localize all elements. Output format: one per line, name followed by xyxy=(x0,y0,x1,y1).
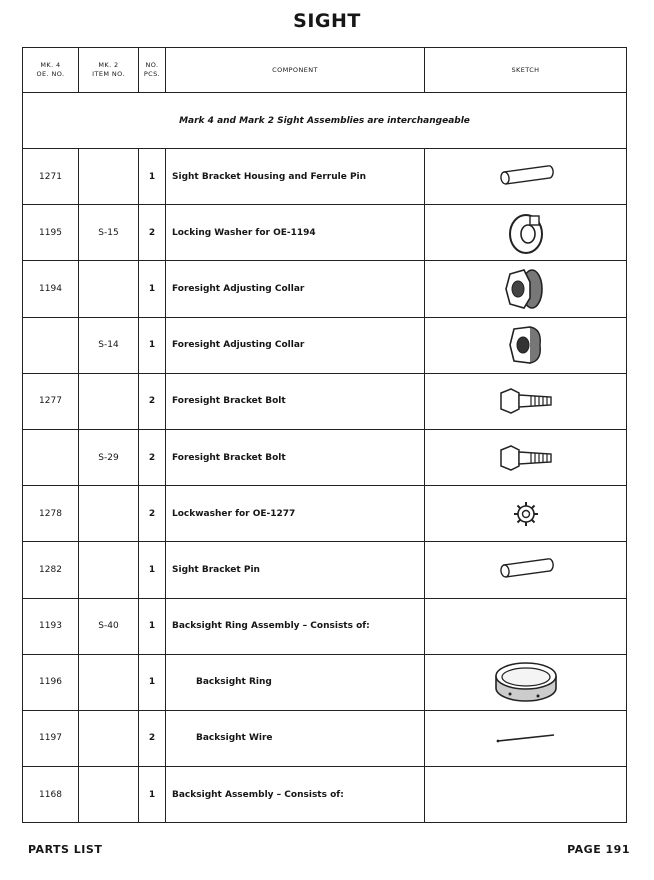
component-cell: Foresight Bracket Bolt xyxy=(166,429,425,485)
table-row xyxy=(23,767,627,823)
component-cell: Lockwasher for OE-1277 xyxy=(166,486,425,542)
header-mk2: MK. 2 ITEM NO. xyxy=(79,48,139,93)
page-title: SIGHT xyxy=(293,10,361,32)
table-row xyxy=(23,261,627,317)
table-row xyxy=(23,542,627,598)
pcs-cell: 1 xyxy=(139,317,166,373)
mk4-cell: 1271 xyxy=(23,149,79,205)
pin-sketch-icon xyxy=(425,557,626,583)
mk2-cell: S-29 xyxy=(79,429,139,485)
header-sketch: SKETCH xyxy=(425,48,627,93)
header-pcs: NO. PCS. xyxy=(139,48,166,93)
mk4-cell: 1282 xyxy=(23,542,79,598)
component-cell: Backsight Ring Assembly – Consists of: xyxy=(166,598,425,654)
mk2-cell: S-14 xyxy=(79,317,139,373)
parts-table xyxy=(22,47,627,823)
pcs-cell: 1 xyxy=(139,654,166,710)
pcs-cell: 1 xyxy=(139,149,166,205)
pcs-cell: 2 xyxy=(139,373,166,429)
mk2-cell: S-40 xyxy=(79,598,139,654)
sketch-cell xyxy=(425,429,627,485)
pcs-cell: 2 xyxy=(139,429,166,485)
bolt-sketch-icon xyxy=(425,442,626,474)
table-row xyxy=(23,317,627,373)
sketch-cell xyxy=(425,317,627,373)
sketch-cell xyxy=(425,149,627,205)
sketch-cell xyxy=(425,261,627,317)
bolt-sketch-icon xyxy=(425,385,626,417)
table-row xyxy=(23,654,627,710)
mk2-cell xyxy=(79,373,139,429)
star-washer-sketch-icon xyxy=(425,499,626,529)
sketch-cell xyxy=(425,767,627,823)
header-mk4: MK. 4 OE. NO. xyxy=(23,48,79,93)
pcs-cell: 1 xyxy=(139,598,166,654)
sketch-cell xyxy=(425,598,627,654)
mk4-cell: 1278 xyxy=(23,486,79,542)
mk4-cell: 1168 xyxy=(23,767,79,823)
ring-sketch-icon xyxy=(425,660,626,704)
sketch-cell xyxy=(425,205,627,261)
wire-sketch-icon xyxy=(425,731,626,745)
mk2-cell xyxy=(79,767,139,823)
mk4-cell: 1194 xyxy=(23,261,79,317)
table-row xyxy=(23,598,627,654)
component-cell: Locking Washer for OE-1194 xyxy=(166,205,425,261)
mk2-cell xyxy=(79,261,139,317)
mk4-cell: 1195 xyxy=(23,205,79,261)
component-cell: Foresight Bracket Bolt xyxy=(166,373,425,429)
mk2-cell: S-15 xyxy=(79,205,139,261)
mk2-cell xyxy=(79,149,139,205)
pcs-cell: 2 xyxy=(139,486,166,542)
table-row xyxy=(23,486,627,542)
pin-sketch-icon xyxy=(425,164,626,190)
component-cell: Backsight Wire xyxy=(166,710,425,766)
mk4-cell: 1197 xyxy=(23,710,79,766)
mk4-cell xyxy=(23,429,79,485)
mk4-cell xyxy=(23,317,79,373)
component-cell: Backsight Ring xyxy=(166,654,425,710)
sketch-cell xyxy=(425,486,627,542)
pcs-cell: 1 xyxy=(139,767,166,823)
pcs-cell: 1 xyxy=(139,542,166,598)
banner-row xyxy=(23,93,627,149)
component-cell: Sight Bracket Pin xyxy=(166,542,425,598)
pcs-cell: 2 xyxy=(139,710,166,766)
banner-text: Mark 4 and Mark 2 Sight Assemblies are interchangeable xyxy=(23,93,627,149)
pcs-cell: 2 xyxy=(139,205,166,261)
component-cell: Backsight Assembly – Consists of: xyxy=(166,767,425,823)
component-cell: Foresight Adjusting Collar xyxy=(166,261,425,317)
sketch-cell xyxy=(425,654,627,710)
mk2-cell xyxy=(79,654,139,710)
sketch-cell xyxy=(425,710,627,766)
header-component: COMPONENT xyxy=(166,48,425,93)
mk4-cell: 1196 xyxy=(23,654,79,710)
sketch-cell xyxy=(425,542,627,598)
table-row xyxy=(23,205,627,261)
table-row xyxy=(23,429,627,485)
table-row xyxy=(23,149,627,205)
footer-left: PARTS LIST xyxy=(28,843,103,856)
sketch-cell xyxy=(425,373,627,429)
table-row xyxy=(23,373,627,429)
footer-right: PAGE 191 xyxy=(567,843,630,856)
mk4-cell: 1277 xyxy=(23,373,79,429)
lock-washer-sketch-icon xyxy=(425,210,626,256)
collar-sketch-icon xyxy=(425,266,626,312)
table-header-row xyxy=(23,48,627,93)
table-row xyxy=(23,710,627,766)
mk2-cell xyxy=(79,542,139,598)
mk4-cell: 1193 xyxy=(23,598,79,654)
component-cell: Foresight Adjusting Collar xyxy=(166,317,425,373)
component-cell: Sight Bracket Housing and Ferrule Pin xyxy=(166,149,425,205)
pcs-cell: 1 xyxy=(139,261,166,317)
collar-nut-sketch-icon xyxy=(425,323,626,367)
mk2-cell xyxy=(79,710,139,766)
mk2-cell xyxy=(79,486,139,542)
